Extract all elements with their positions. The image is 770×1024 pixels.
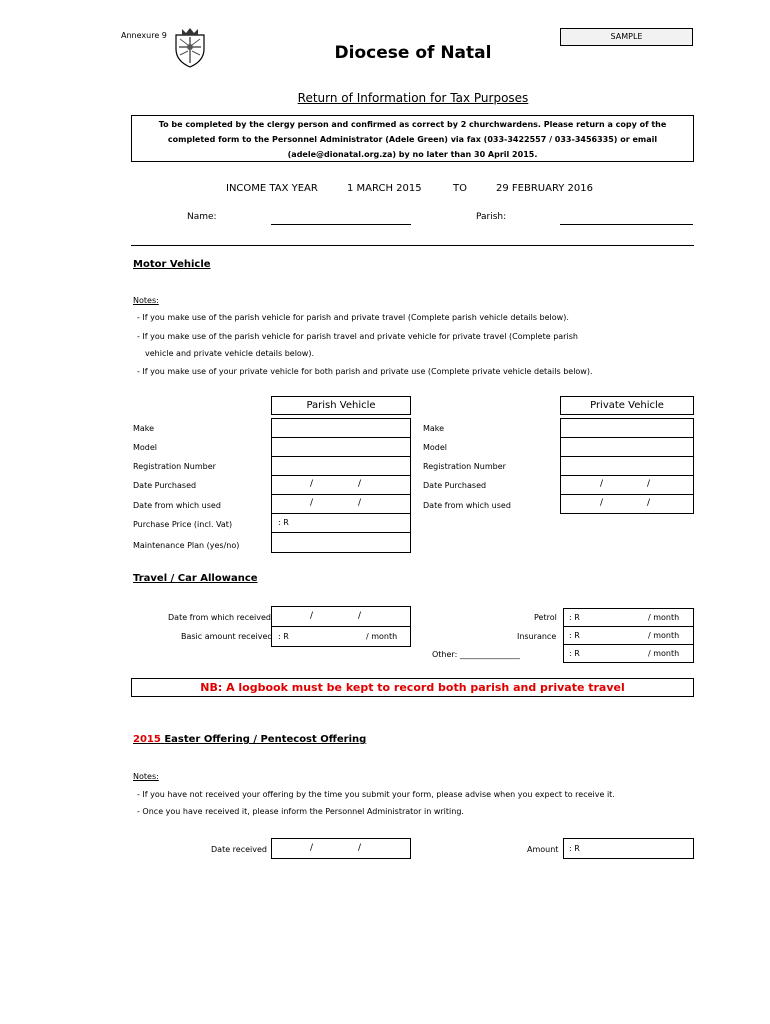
offering-notes-label: Notes: [133, 772, 159, 781]
instructions-box [131, 115, 694, 162]
date-sep: / [358, 843, 362, 853]
petrol-input[interactable] [563, 608, 694, 627]
currency-prefix: : R [569, 631, 580, 640]
tax-year-to-label: TO [453, 183, 467, 194]
parish-label: Parish: [476, 212, 507, 222]
currency-prefix: : R [278, 518, 289, 527]
currency-prefix: : R [278, 632, 289, 641]
offering-date-label: Date received [211, 845, 267, 854]
offering-date-input[interactable] [271, 838, 411, 859]
parish-reg-input[interactable] [271, 456, 411, 476]
parish-maintenance-label: Maintenance Plan (yes/no) [133, 541, 240, 550]
motor-note-2b: vehicle and private vehicle details below). [145, 349, 315, 358]
travel-allowance-heading: Travel / Car Allowance [133, 573, 258, 584]
date-sep: / [600, 498, 604, 508]
date-sep: / [647, 498, 651, 508]
parish-model-input[interactable] [271, 437, 411, 457]
private-make-input[interactable] [560, 418, 694, 438]
date-sep: / [310, 843, 314, 853]
form-heading: Return of Information for Tax Purposes [297, 91, 529, 105]
currency-prefix: : R [569, 844, 580, 853]
offering-year: 2015 [133, 734, 161, 745]
motor-note-1: - If you make use of the parish vehicle for parish and private travel (Complete parish vehicle details below). [137, 313, 569, 322]
date-sep: / [310, 498, 314, 508]
motor-vehicle-heading: Motor Vehicle [133, 259, 211, 270]
parish-date-purchased-label: Date Purchased [133, 481, 197, 490]
private-date-purchased-label: Date Purchased [423, 481, 487, 490]
date-sep: / [310, 611, 314, 621]
parish-maintenance-input[interactable] [271, 532, 411, 553]
sample-badge: SAMPLE [560, 28, 693, 46]
parish-date-used-label: Date from which used [133, 501, 221, 510]
intro-line-3: (adele@dionatal.org.za) by no later than 30 April 2015. [287, 150, 538, 159]
private-make-label: Make [423, 424, 445, 433]
tax-year-from: 1 MARCH 2015 [347, 183, 422, 194]
travel-date-input[interactable] [271, 606, 411, 627]
private-date-used-input[interactable] [560, 494, 694, 514]
private-model-input[interactable] [560, 437, 694, 457]
per-month: / month [648, 631, 680, 640]
motor-notes-label: Notes: [133, 296, 159, 305]
per-month: / month [366, 632, 398, 641]
offering-title: Easter Offering / Pentecost Offering [164, 734, 367, 745]
private-reg-label: Registration Number [423, 462, 506, 471]
parish-field[interactable] [560, 210, 693, 225]
insurance-input[interactable] [563, 626, 694, 645]
offering-note-2: - Once you have received it, please inform the Personnel Administrator in writing. [137, 807, 464, 816]
date-sep: / [647, 479, 651, 489]
parish-reg-label: Registration Number [133, 462, 216, 471]
intro-line-2: completed form to the Personnel Administrator (Adele Green) via fax (033-3422557 / 033-3456335) or email [167, 135, 658, 144]
other-label: Other: _______________ [432, 650, 520, 659]
annexure-label: Annexure 9 [121, 31, 167, 40]
private-vehicle-header: Private Vehicle [560, 396, 694, 415]
offering-amount-label: Amount [527, 845, 559, 854]
private-model-label: Model [423, 443, 448, 452]
tax-year-to: 29 FEBRUARY 2016 [496, 183, 593, 194]
date-sep: / [310, 479, 314, 489]
name-field[interactable] [271, 210, 411, 225]
intro-line-1: To be completed by the clergy person and confirmed as correct by 2 churchwardens. Please return a copy of the [158, 120, 667, 129]
offering-amount-input[interactable] [563, 838, 694, 859]
basic-amount-input[interactable] [271, 626, 411, 647]
offering-note-1: - If you have not received your offering by the time you submit your form, please advise when you expect to receive it. [137, 790, 615, 799]
motor-note-2a: - If you make use of the parish vehicle for parish travel and private vehicle for private travel (Complete parish [137, 332, 578, 341]
per-month: / month [648, 613, 680, 622]
date-sep: / [358, 498, 362, 508]
tax-year-label: INCOME TAX YEAR [226, 183, 318, 194]
date-sep: / [358, 479, 362, 489]
parish-price-label: Purchase Price (incl. Vat) [133, 520, 233, 529]
parish-vehicle-header: Parish Vehicle [271, 396, 411, 415]
logbook-notice: NB: A logbook must be kept to record both parish and private travel [131, 678, 694, 697]
currency-prefix: : R [569, 613, 580, 622]
insurance-label: Insurance [517, 632, 557, 641]
parish-model-label: Model [133, 443, 158, 452]
parish-price-input[interactable] [271, 513, 411, 533]
parish-date-purchased-input[interactable] [271, 475, 411, 495]
offering-heading [133, 734, 366, 745]
private-date-used-label: Date from which used [423, 501, 511, 510]
per-month: / month [648, 649, 680, 658]
motor-note-3: - If you make use of your private vehicle for both parish and private use (Complete private vehicle details below). [137, 367, 593, 376]
private-reg-input[interactable] [560, 456, 694, 476]
parish-date-used-input[interactable] [271, 494, 411, 514]
page-title: Diocese of Natal [334, 43, 492, 63]
section-divider [131, 245, 694, 246]
date-sep: / [600, 479, 604, 489]
petrol-label: Petrol [534, 613, 557, 622]
name-label: Name: [187, 212, 217, 222]
date-sep: / [358, 611, 362, 621]
private-date-purchased-input[interactable] [560, 475, 694, 495]
parish-make-label: Make [133, 424, 155, 433]
other-input[interactable] [563, 644, 694, 663]
basic-amount-label: Basic amount received [181, 632, 273, 641]
travel-date-label: Date from which received [168, 613, 271, 622]
currency-prefix: : R [569, 649, 580, 658]
parish-make-input[interactable] [271, 418, 411, 438]
